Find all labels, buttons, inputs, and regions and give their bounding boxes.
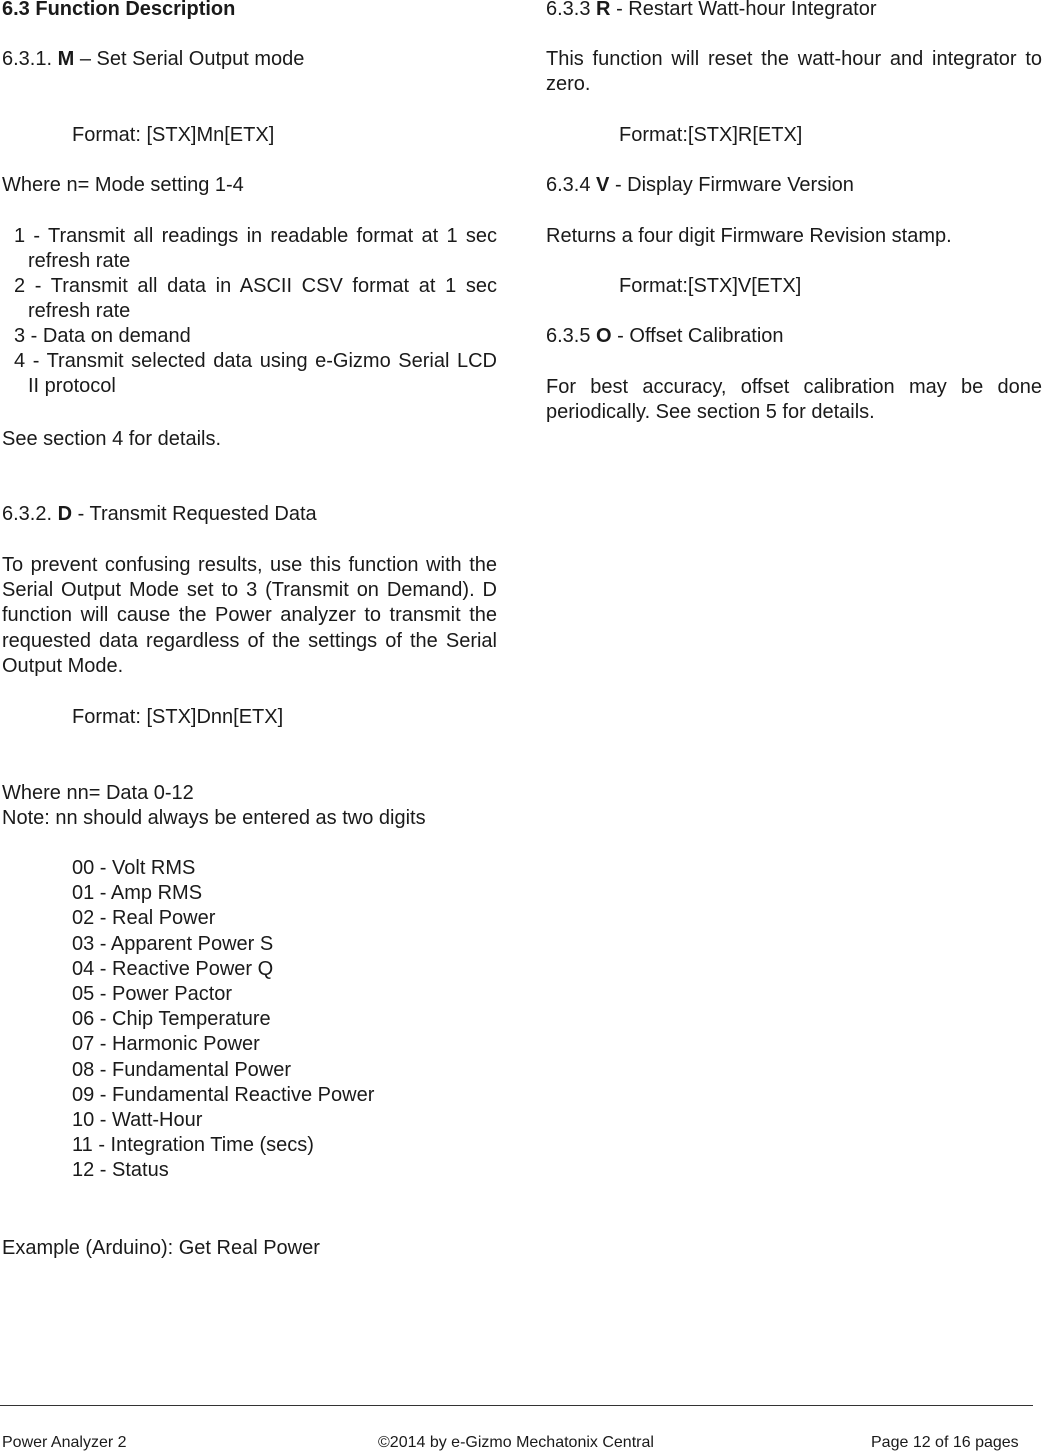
data-code-list	[72, 856, 374, 1183]
subsection-v-title	[546, 173, 854, 198]
footer-copyright: ©2014 by e-Gizmo Mechatonix Central	[378, 1434, 654, 1451]
subsection-number: 6.3.5	[546, 325, 591, 347]
v-format: Format:[STX]V[ETX]	[619, 275, 802, 297]
d-note: Note: nn should always be entered as two digits	[2, 807, 426, 829]
list-item: 10 - Watt-Hour	[72, 1108, 203, 1131]
list-item: 00 - Volt RMS	[72, 857, 196, 879]
subsection-m-title	[2, 47, 304, 72]
list-item: 07 - Harmonic Power	[72, 1033, 260, 1056]
subsection-r-title	[546, 0, 877, 22]
command-letter: M	[57, 48, 75, 70]
d-where: Where nn= Data 0-12	[2, 782, 194, 804]
command-letter: R	[596, 0, 611, 20]
o-paragraph: For best accuracy, offset calibration may be done periodically. See section 5 for details.	[546, 376, 1042, 423]
list-item: 08 - Fundamental Power	[72, 1058, 292, 1081]
command-letter: O	[596, 325, 612, 347]
mode-item-text: 2 - Transmit all data in ASCII CSV format at 1 sec refresh rate	[14, 275, 497, 322]
m-where: Where n= Mode setting 1-4	[2, 174, 244, 196]
list-item: 02 - Real Power	[72, 907, 216, 930]
mode-item	[14, 349, 497, 399]
d-paragraph: To prevent confusing results, use this function with the Serial Output Mode set to 3 (Transmit on Demand). D function will cause the Power analyzer to transmit the requested data regardless of the settings of the Serial Output Mode.	[2, 554, 497, 677]
mode-item-text: 1 - Transmit all readings in readable format at 1 sec refresh rate	[14, 225, 497, 272]
subsection-number: 6.3.4	[546, 174, 591, 196]
subsection-title-text: - Restart Watt-hour Integrator	[616, 0, 877, 20]
footer-doc-title: Power Analyzer 2	[2, 1434, 127, 1451]
list-item: 03 - Apparent Power S	[72, 932, 274, 955]
list-item: 12 - Status	[72, 1159, 169, 1182]
command-letter: V	[596, 174, 610, 196]
subsection-number: 6.3.3	[546, 0, 591, 20]
command-letter: D	[57, 503, 73, 525]
subsection-title-text: - Transmit Requested Data	[77, 503, 317, 525]
mode-item	[14, 274, 497, 324]
mode-item-text: 4 - Transmit selected data using e-Gizmo Serial LCD II protocol	[14, 350, 497, 397]
footer-page-number: Page 12 of 16 pages	[871, 1434, 1019, 1451]
list-item: 11 - Integration Time (secs)	[72, 1134, 314, 1157]
list-item: 04 - Reactive Power Q	[72, 957, 274, 980]
mode-item	[14, 224, 497, 274]
r-format: Format:[STX]R[ETX]	[619, 124, 803, 146]
subsection-title-text: – Set Serial Output mode	[79, 48, 305, 70]
subsection-number: 6.3.1.	[2, 48, 53, 70]
list-item: 09 - Fundamental Reactive Power	[72, 1083, 375, 1106]
list-item: 01 - Amp RMS	[72, 882, 203, 905]
v-paragraph: Returns a four digit Firmware Revision stamp.	[546, 225, 952, 247]
subsection-title-text: - Offset Calibration	[617, 325, 784, 347]
section-heading: 6.3 Function Description	[2, 0, 236, 20]
d-format: Format: [STX]Dnn[ETX]	[72, 706, 284, 728]
r-paragraph: This function will reset the watt-hour and integrator to zero.	[546, 48, 1042, 95]
list-item: 06 - Chip Temperature	[72, 1008, 271, 1031]
subsection-number: 6.3.2.	[2, 503, 53, 525]
m-see-details: See section 4 for details.	[2, 428, 222, 450]
list-item: 05 - Power Pactor	[72, 982, 233, 1005]
example-label: Example (Arduino): Get Real Power	[2, 1237, 320, 1259]
subsection-title-text: - Display Firmware Version	[614, 174, 854, 196]
mode-item	[14, 324, 497, 349]
mode-item-text: 3 - Data on demand	[14, 325, 191, 347]
subsection-o-title	[546, 324, 784, 349]
subsection-d-title	[2, 502, 317, 527]
footer-divider	[0, 1405, 1033, 1406]
m-format: Format: [STX]Mn[ETX]	[72, 124, 275, 146]
